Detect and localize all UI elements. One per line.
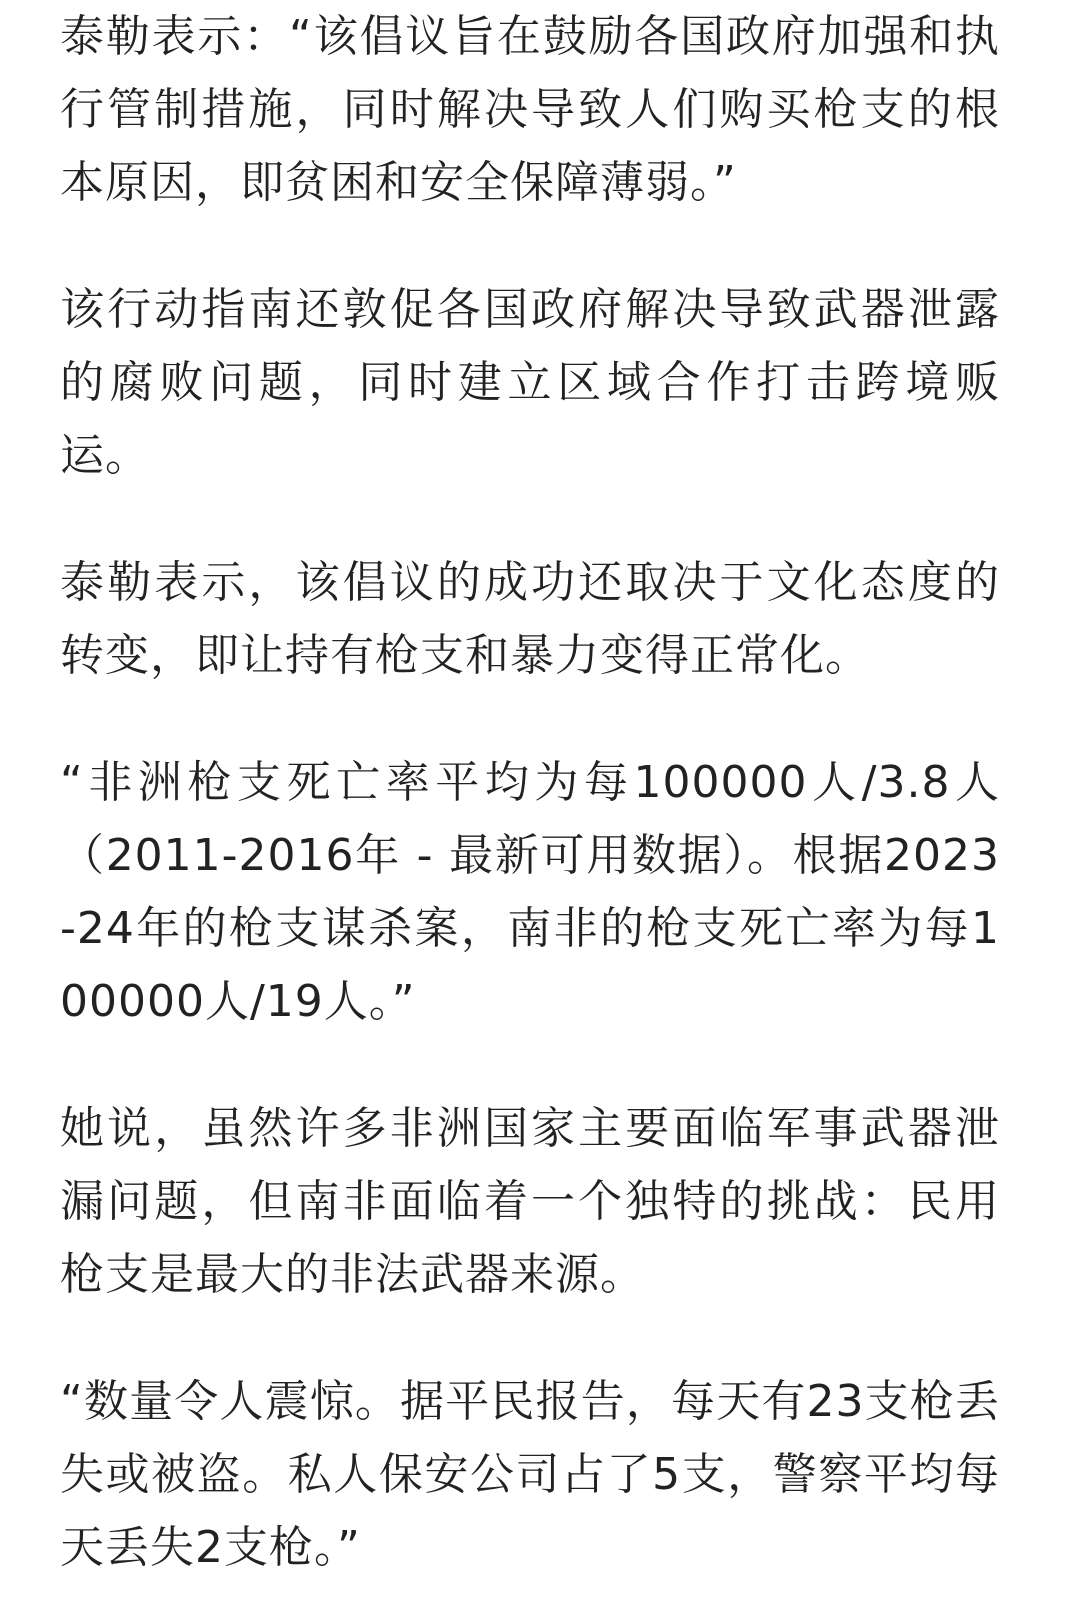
paragraph-1: 泰勒表示：“该倡议旨在鼓励各国政府加强和执行管制措施，同时解决导致人们购买枪支的根本原因，即贫困和安全保障薄弱。” [60, 11, 1000, 208]
paragraph-4: “非洲枪支死亡率平均为每100000人/3.8人（2011-2016年 - 最新可用数据）。根据2023-24年的枪支谋杀案，南非的枪支死亡率为每100000人/19人。” [60, 757, 1000, 1027]
paragraph-5: 她说，虽然许多非洲国家主要面临军事武器泄漏问题，但南非面临着一个独特的挑战：民用枪支是最大的非法武器来源。 [60, 1103, 1000, 1300]
paragraph-3: 泰勒表示，该倡议的成功还取决于文化态度的转变，即让持有枪支和暴力变得正常化。 [60, 557, 1000, 681]
paragraph-gap [60, 1311, 1000, 1365]
paragraph-2: 该行动指南还敦促各国政府解决导致武器泄露的腐败问题，同时建立区域合作打击跨境贩运。 [60, 284, 1000, 481]
paragraph-6: “数量令人震惊。据平民报告，每天有23支枪丢失或被盗。私人保安公司占了5支，警察平均每天丢失2支枪。” [60, 1376, 1000, 1573]
paragraph-gap [60, 219, 1000, 273]
article-body [60, 0, 1000, 1584]
paragraph-gap [60, 1038, 1000, 1092]
paragraph-gap [60, 692, 1000, 746]
paragraph-gap [60, 492, 1000, 546]
